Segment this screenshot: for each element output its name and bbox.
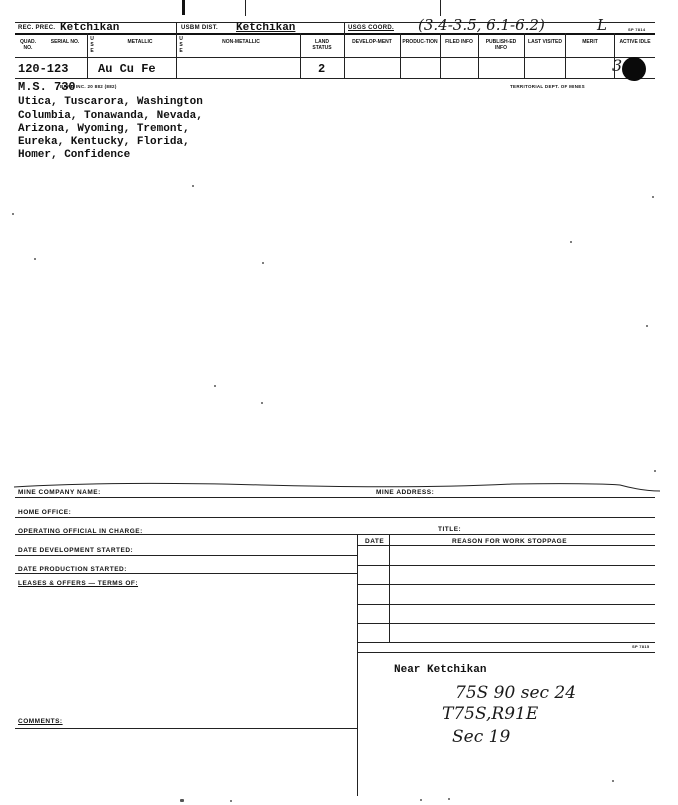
form-rule bbox=[15, 728, 357, 729]
scan-speck bbox=[34, 258, 36, 260]
date-production-label: DATE PRODUCTION STARTED: bbox=[18, 566, 127, 573]
scan-speck bbox=[570, 241, 572, 243]
date-header: DATE bbox=[365, 538, 385, 545]
metallic-header: METALLIC bbox=[127, 39, 153, 45]
col-divider bbox=[524, 33, 525, 78]
record-land-status: 2 bbox=[318, 62, 326, 76]
form-number: SP 7814 bbox=[628, 27, 646, 32]
u-s-e-header: U S E bbox=[90, 36, 94, 54]
scan-speck bbox=[420, 799, 422, 801]
form-rule bbox=[15, 534, 655, 535]
record-metallic: Au Cu Fe bbox=[98, 62, 156, 76]
corner-mark: L bbox=[597, 16, 607, 34]
claims-line: Arizona, Wyoming, Tremont, bbox=[18, 123, 190, 135]
top-black-mark bbox=[182, 0, 185, 15]
u-s-e-header-2: U S E bbox=[179, 36, 183, 54]
mine-company-name-label: MINE COMPANY NAME: bbox=[18, 489, 101, 496]
scan-speck bbox=[214, 385, 216, 387]
date-development-label: DATE DEVELOPMENT STARTED: bbox=[18, 547, 134, 554]
non-metallic-header: NON-METALLIC bbox=[222, 39, 260, 45]
scan-speck bbox=[612, 780, 614, 782]
col-divider bbox=[478, 33, 479, 78]
handwritten-note-line-1: 75S 90 sec 24 bbox=[455, 683, 577, 703]
col-divider bbox=[176, 22, 177, 78]
claims-line: Eureka, Kentucky, Florida, bbox=[18, 136, 190, 148]
form-vertical-divider bbox=[357, 534, 358, 796]
form-rule bbox=[15, 573, 357, 574]
date-column-divider bbox=[389, 534, 390, 642]
territorial-dept: TERRITORIAL DEPT. OF MINES bbox=[510, 84, 585, 89]
col-divider bbox=[87, 33, 88, 78]
scan-speck bbox=[652, 196, 654, 198]
record-quad-serial: 120-123 bbox=[18, 62, 69, 76]
claims-line: Columbia, Tonawanda, Nevada, bbox=[18, 110, 203, 122]
col-divider bbox=[300, 33, 301, 78]
form-rule bbox=[357, 584, 655, 585]
col-divider bbox=[440, 33, 441, 78]
fold-line bbox=[12, 475, 662, 495]
quad-no-header: QUAD. NO. bbox=[19, 39, 37, 51]
form-rule bbox=[15, 555, 357, 556]
handwritten-note-line-2: T75S,R91E bbox=[442, 704, 539, 724]
scan-speck bbox=[262, 262, 264, 264]
scan-speck bbox=[12, 213, 14, 215]
typed-note: Near Ketchikan bbox=[394, 664, 487, 676]
col-divider bbox=[565, 33, 566, 78]
scan-speck bbox=[180, 799, 184, 802]
scan-speck bbox=[261, 402, 263, 404]
leases-label: LEASES & OFFERS — TERMS OF: bbox=[18, 580, 139, 587]
form-rule bbox=[357, 652, 655, 653]
serial-no-header: SERIAL NO. bbox=[50, 39, 80, 45]
form-number-lower: SP 7815 bbox=[632, 644, 650, 649]
last-visited-header: LAST VISITED bbox=[528, 39, 562, 45]
rec-prec-label: REC. PREC. bbox=[18, 25, 56, 31]
form-rule bbox=[15, 517, 655, 518]
land-status-header: LAND STATUS bbox=[312, 39, 332, 51]
scan-speck bbox=[654, 470, 656, 472]
active-idle-header: ACTIVE IDLE bbox=[619, 39, 651, 45]
handwritten-note-line-3: Sec 19 bbox=[452, 727, 511, 747]
claims-line: Homer, Confidence bbox=[18, 149, 131, 161]
scan-speck bbox=[448, 798, 450, 800]
filed-info-header: FILED INFO bbox=[445, 39, 473, 45]
top-divider bbox=[245, 0, 246, 16]
mine-address-label: MINE ADDRESS: bbox=[376, 489, 435, 496]
comments-label: COMMENTS: bbox=[18, 718, 63, 725]
scan-speck bbox=[230, 800, 232, 802]
scan-speck bbox=[192, 185, 194, 187]
form-rule bbox=[357, 642, 655, 643]
scan-speck bbox=[646, 325, 648, 327]
printed-source: BARD INC. 20 882 (882) bbox=[60, 84, 117, 89]
ms-reference: M.S. 730 bbox=[18, 80, 76, 94]
home-office-label: HOME OFFICE: bbox=[18, 509, 72, 516]
col-divider bbox=[344, 22, 345, 78]
usbm-dist-label: USBM DIST. bbox=[181, 25, 219, 31]
top-divider bbox=[440, 0, 441, 16]
col-divider bbox=[400, 33, 401, 78]
published-info-header: PUBLISH-ED INFO bbox=[485, 39, 517, 51]
usgs-coord-value: (3.4-3.5, 6.1-6.2) bbox=[418, 16, 545, 34]
form-rule bbox=[357, 565, 655, 566]
form-rule bbox=[357, 545, 655, 546]
header-rule bbox=[15, 78, 655, 79]
usbm-dist-value: Ketchikan bbox=[236, 22, 296, 34]
production-header: PRODUC-TION bbox=[402, 39, 438, 45]
usgs-coord-label: USGS COORD. bbox=[348, 25, 394, 31]
form-rule bbox=[357, 623, 655, 624]
title-label: TITLE: bbox=[438, 526, 462, 533]
merit-header: MERIT bbox=[582, 39, 598, 45]
development-header: DEVELOP-MENT bbox=[352, 39, 392, 45]
rec-prec-value: Ketchikan bbox=[60, 22, 120, 34]
header-rule bbox=[15, 57, 655, 58]
form-rule bbox=[357, 604, 655, 605]
form-rule bbox=[15, 497, 655, 498]
record-mark: 3 bbox=[612, 56, 623, 75]
active-dot-icon bbox=[622, 57, 646, 81]
reason-header: REASON FOR WORK STOPPAGE bbox=[452, 538, 568, 545]
operating-official-label: OPERATING OFFICIAL IN CHARGE: bbox=[18, 528, 143, 535]
claims-line: Utica, Tuscarora, Washington bbox=[18, 96, 203, 108]
